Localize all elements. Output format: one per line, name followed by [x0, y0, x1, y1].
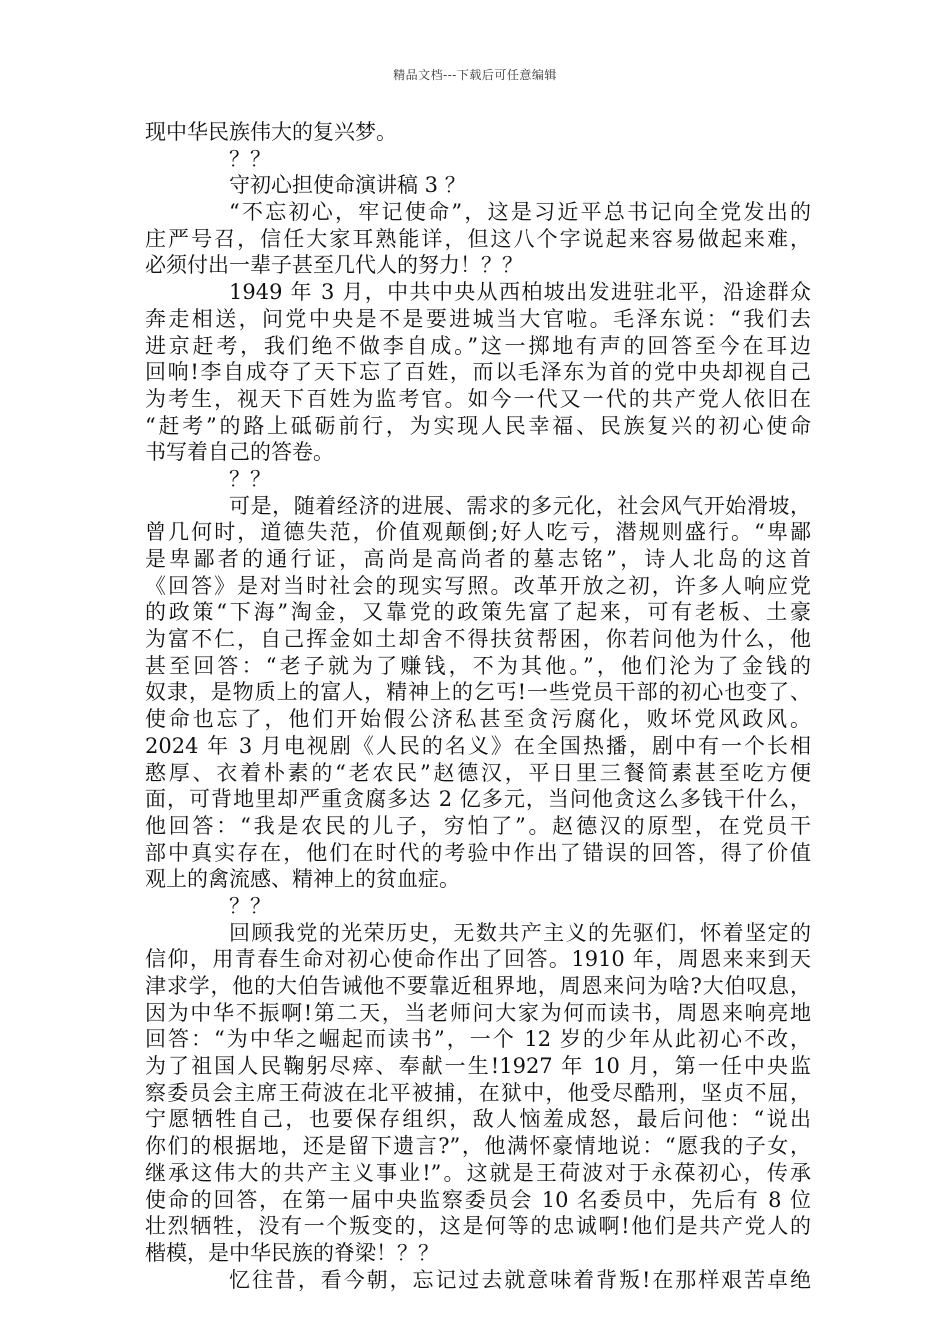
- text-line: 察委员会主席王荷波在北平被捕，在狱中，他受尽酷刑，坚贞不屈，: [145, 1080, 811, 1105]
- text-line: ？？: [229, 466, 271, 491]
- text-line: 的政策“下海”淘金，又靠党的政策先富了起来，可有老板、土豪: [145, 600, 811, 625]
- text-line: 回答：“为中华之崛起而读书”，一个 12 岁的少年从此初心不改，: [145, 1027, 811, 1052]
- text-line: “赶考”的路上砥砺前行，为实现人民幸福、民族复兴的初心使命: [145, 413, 811, 438]
- text-line: “不忘初心，牢记使命”，这是习近平总书记向全党发出的: [229, 200, 811, 225]
- text-line: 使命的回答，在第一届中央监察委员会 10 名委员中，先后有 8 位: [145, 1187, 811, 1212]
- text-line: 曾几何时，道德失范，价值观颠倒;好人吃亏，潜规则盛行。“卑鄙: [145, 520, 811, 545]
- text-line: 甚至回答：“老子就为了赚钱，不为其他。”，他们沦为了金钱的: [145, 653, 811, 678]
- text-line: 庄严号召，信任大家耳熟能详，但这八个字说起来容易做起来难，: [145, 226, 811, 251]
- text-line: 《回答》是对当时社会的现实写照。改革开放之初，许多人响应党: [145, 573, 811, 598]
- text-line: 楷模，是中华民族的脊梁！？？: [145, 1240, 439, 1265]
- text-line: 回响!李自成夺了天下忘了百姓，而以毛泽东为首的党中央却视自己: [145, 360, 811, 385]
- text-line: 为考生，视天下百姓为监考官。如今一代又一代的共产党人依旧在: [145, 386, 811, 411]
- text-line: 回顾我党的光荣历史，无数共产主义的先驱们，怀着坚定的: [229, 920, 811, 945]
- text-line: 观上的禽流感、精神上的贫血症。: [145, 867, 460, 892]
- text-line: 忆往昔，看今朝，忘记过去就意味着背叛!在那样艰苦卓绝: [229, 1267, 811, 1292]
- document-body: [145, 119, 811, 1293]
- text-line: 壮烈牺牲，没有一个叛变的，这是何等的忠诚啊!他们是共产党人的: [145, 1214, 811, 1239]
- text-line: 守初心担使命演讲稿 3 ？: [229, 173, 466, 198]
- text-line: 必须付出一辈子甚至几代人的努力！？？: [145, 253, 523, 278]
- text-line: 津求学，他的大伯告诫他不要靠近租界地，周恩来问为啥?大伯叹息，: [145, 974, 811, 998]
- text-line: 是卑鄙者的通行证，高尚是高尚者的墓志铭”，诗人北岛的这首: [145, 547, 811, 571]
- text-line: 面，可背地里却严重贪腐多达 2 亿多元，当问他贪这么多钱干什么，: [145, 787, 811, 812]
- text-line: ？？: [229, 893, 271, 918]
- text-line: 1949 年 3 月，中共中央从西柏坡出发进驻北平，沿途群众: [229, 280, 811, 305]
- text-line: 2024 年 3 月电视剧《人民的名义》在全国热播，剧中有一个长相: [145, 733, 811, 758]
- text-line: ？？: [229, 146, 271, 171]
- text-line: 信仰，用青春生命对初心使命作出了回答。1910 年，周恩来来到天: [145, 947, 811, 972]
- text-line: 部中真实存在，他们在时代的考验中作出了错误的回答，得了价值: [145, 840, 811, 865]
- text-line: 奔走相送，问党中央是不是要进城当大官啦。毛泽东说：“我们去: [145, 306, 811, 331]
- text-line: 现中华民族伟大的复兴梦。: [145, 120, 397, 144]
- text-line: 进京赶考，我们绝不做李自成。”这一掷地有声的回答至今在耳边: [145, 333, 811, 358]
- text-line: 你们的根据地，还是留下遗言?”，他满怀豪情地说：“愿我的子女，: [145, 1134, 811, 1159]
- text-line: 憨厚、衣着朴素的“老农民”赵德汉，平日里三餐简素甚至吃方便: [145, 760, 811, 785]
- page-header: 精品文档---下载后可任意编辑: [393, 68, 557, 82]
- text-line: 使命也忘了，他们开始假公济私甚至贪污腐化，败坏党风政风。: [145, 707, 811, 732]
- text-line: 可是，随着经济的进展、需求的多元化，社会风气开始滑坡，: [229, 493, 811, 518]
- text-line: 奴隶，是物质上的富人，精神上的乞丐!一些党员干部的初心也变了、: [145, 680, 811, 705]
- text-line: 宁愿牺牲自己，也要保存组织，敌人恼羞成怒，最后问他：“说出: [145, 1107, 811, 1132]
- text-line: 为富不仁，自己挥金如土却舍不得扶贫帮困，你若问他为什么，他: [145, 627, 811, 652]
- text-line: 书写着自己的答卷。: [145, 440, 334, 465]
- text-line: 因为中华不振啊!第二天，当老师问大家为何而读书，周恩来响亮地: [145, 1000, 811, 1025]
- text-line: 为了祖国人民鞠躬尽瘁、奉献一生!1927 年 10 月，第一任中央监: [145, 1054, 811, 1079]
- text-line: 他回答：“我是农民的儿子，穷怕了”。赵德汉的原型，在党员干: [145, 813, 811, 838]
- text-line: 继承这伟大的共产主义事业!”。这就是王荷波对于永葆初心，传承: [145, 1160, 811, 1185]
